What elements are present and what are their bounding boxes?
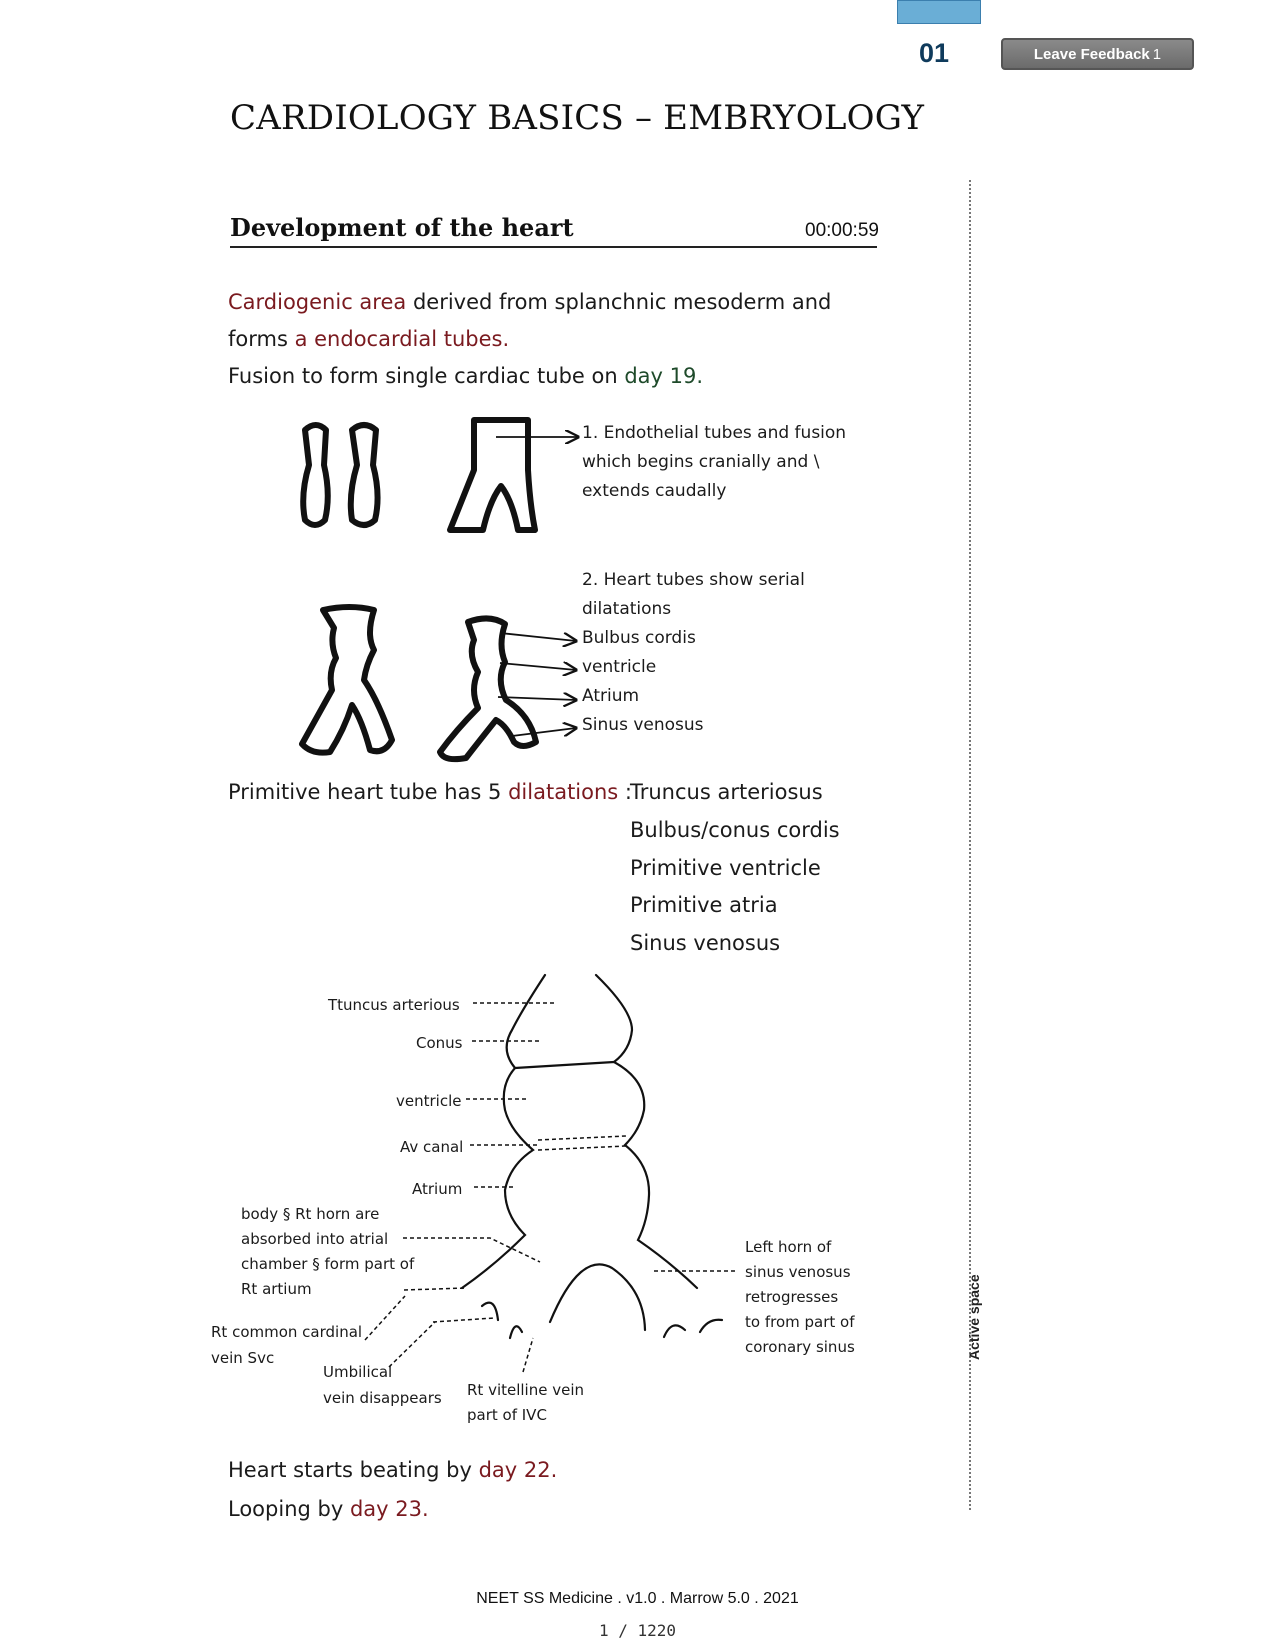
leave-feedback-label: Leave Feedback — [1033, 45, 1150, 63]
label-body-4: Rt artium — [241, 1280, 312, 1298]
dilatations-text: Primitive heart tube has 5 — [228, 780, 509, 804]
label-truncus: Ttuncus arterious — [328, 996, 460, 1014]
label-rt-cardinal-1: Rt common cardinal — [211, 1323, 363, 1341]
video-timestamp[interactable]: 00:00:59 — [805, 220, 879, 241]
label-vitelline-1: Rt vitelline vein — [467, 1381, 585, 1399]
label-conus: Conus — [416, 1034, 463, 1052]
looped-tube-right — [440, 618, 536, 759]
label-rt-cardinal-2: vein Svc — [211, 1349, 275, 1367]
note-line-1-text: derived from splanchnic mesoderm and — [406, 290, 832, 314]
fig2-label-1: 2. Heart tubes show serial — [582, 570, 805, 590]
fig1-label-3: extends caudally — [582, 481, 727, 501]
paired-endocardial-tube-right — [351, 425, 378, 525]
page-badge: 01 — [919, 38, 950, 68]
note-line-3-text: Fusion to form single cardiac tube on — [228, 364, 625, 388]
day-19-term: day 19. — [624, 364, 704, 388]
paired-endocardial-tube-left — [303, 425, 328, 525]
fig1-label-2: which begins cranially and \ — [582, 452, 820, 472]
leader-rt-cardinal — [365, 1296, 405, 1340]
active-space-label: Active space — [966, 1274, 982, 1360]
cardiogenic-area-term: Cardiogenic area — [228, 290, 407, 314]
fig2-item-bulbus: Bulbus cordis — [582, 628, 696, 648]
arrow-ventricle — [500, 663, 576, 670]
vitelline-stub — [510, 1326, 522, 1338]
dilatation-item: Primitive ventricle — [630, 856, 821, 880]
day-22-term: day 22. — [478, 1458, 558, 1482]
heart-tube-right-wall — [596, 975, 697, 1288]
label-body-3: chamber § form part of — [241, 1255, 415, 1273]
atrial-floor-arch — [550, 1264, 645, 1330]
label-atrium: Atrium — [412, 1180, 463, 1198]
dilatation-item: Truncus arteriosus — [630, 780, 823, 804]
label-body-2: absorbed into atrial — [241, 1230, 389, 1248]
section-title: Development of the heart — [230, 213, 574, 242]
fig2-label-2: dilatations — [582, 599, 672, 619]
leader-umbilical — [389, 1322, 435, 1367]
leader-rt-horn — [404, 1288, 466, 1290]
endocardial-tubes-term: a endocardial tubes. — [294, 327, 510, 351]
dilated-tube-left — [302, 607, 392, 753]
heart-tube-left-wall — [462, 975, 545, 1288]
label-vitelline-2: part of IVC — [467, 1406, 547, 1424]
fig2-item-ventricle: ventricle — [582, 657, 657, 677]
feedback-count: 1 — [1152, 45, 1162, 63]
av-canal-band-top — [538, 1136, 626, 1140]
label-umbilical-1: Umbilical — [323, 1363, 393, 1381]
fig2-item-atrium: Atrium — [582, 686, 640, 706]
page-indicator[interactable]: 1 / 1220 — [598, 1621, 677, 1640]
note-heart-beating-text: Heart starts beating by — [228, 1458, 479, 1482]
footer-text: NEET SS Medicine . v1.0 . Marrow 5.0 . 2021 — [476, 1590, 799, 1607]
dilatations-colon: : — [618, 780, 632, 804]
label-ventricle: ventricle — [396, 1092, 462, 1110]
label-left-horn-5: coronary sinus — [745, 1338, 855, 1356]
left-horn-stub — [700, 1320, 722, 1332]
fig1-label-1: 1. Endothelial tubes and fusion — [582, 423, 847, 443]
left-sinus-horn — [664, 1325, 685, 1337]
leader-umbilical-2 — [433, 1318, 494, 1322]
right-sinus-horn — [482, 1303, 498, 1320]
dilatation-item: Bulbus/conus cordis — [630, 818, 840, 842]
arrow-sinus — [512, 728, 576, 736]
note-line-2-text: forms — [228, 327, 295, 351]
note-looping-text: Looping by — [228, 1497, 350, 1521]
label-av-canal: Av canal — [400, 1138, 464, 1156]
fig2-item-sinus: Sinus venosus — [582, 715, 704, 735]
day-23-term: day 23. — [349, 1497, 429, 1521]
dilatations-term: dilatations — [508, 780, 619, 804]
label-left-horn-1: Left horn of — [745, 1238, 832, 1256]
av-canal-band-bottom — [538, 1146, 626, 1150]
conus-ventricle-junction — [515, 1062, 614, 1068]
label-umbilical-2: vein disappears — [323, 1389, 442, 1407]
dilatation-item: Sinus venosus — [630, 931, 781, 955]
label-left-horn-2: sinus venosus — [745, 1263, 851, 1281]
arrow-bulbus — [500, 633, 576, 641]
leader-vitelline — [523, 1338, 533, 1372]
dilatation-item: Primitive atria — [630, 893, 778, 917]
page-title: CARDIOLOGY BASICS – EMBRYOLOGY — [230, 98, 925, 138]
label-body-1: body § Rt horn are — [241, 1205, 380, 1223]
label-left-horn-4: to from part of — [745, 1313, 855, 1331]
label-left-horn-3: retrogresses — [745, 1288, 839, 1306]
